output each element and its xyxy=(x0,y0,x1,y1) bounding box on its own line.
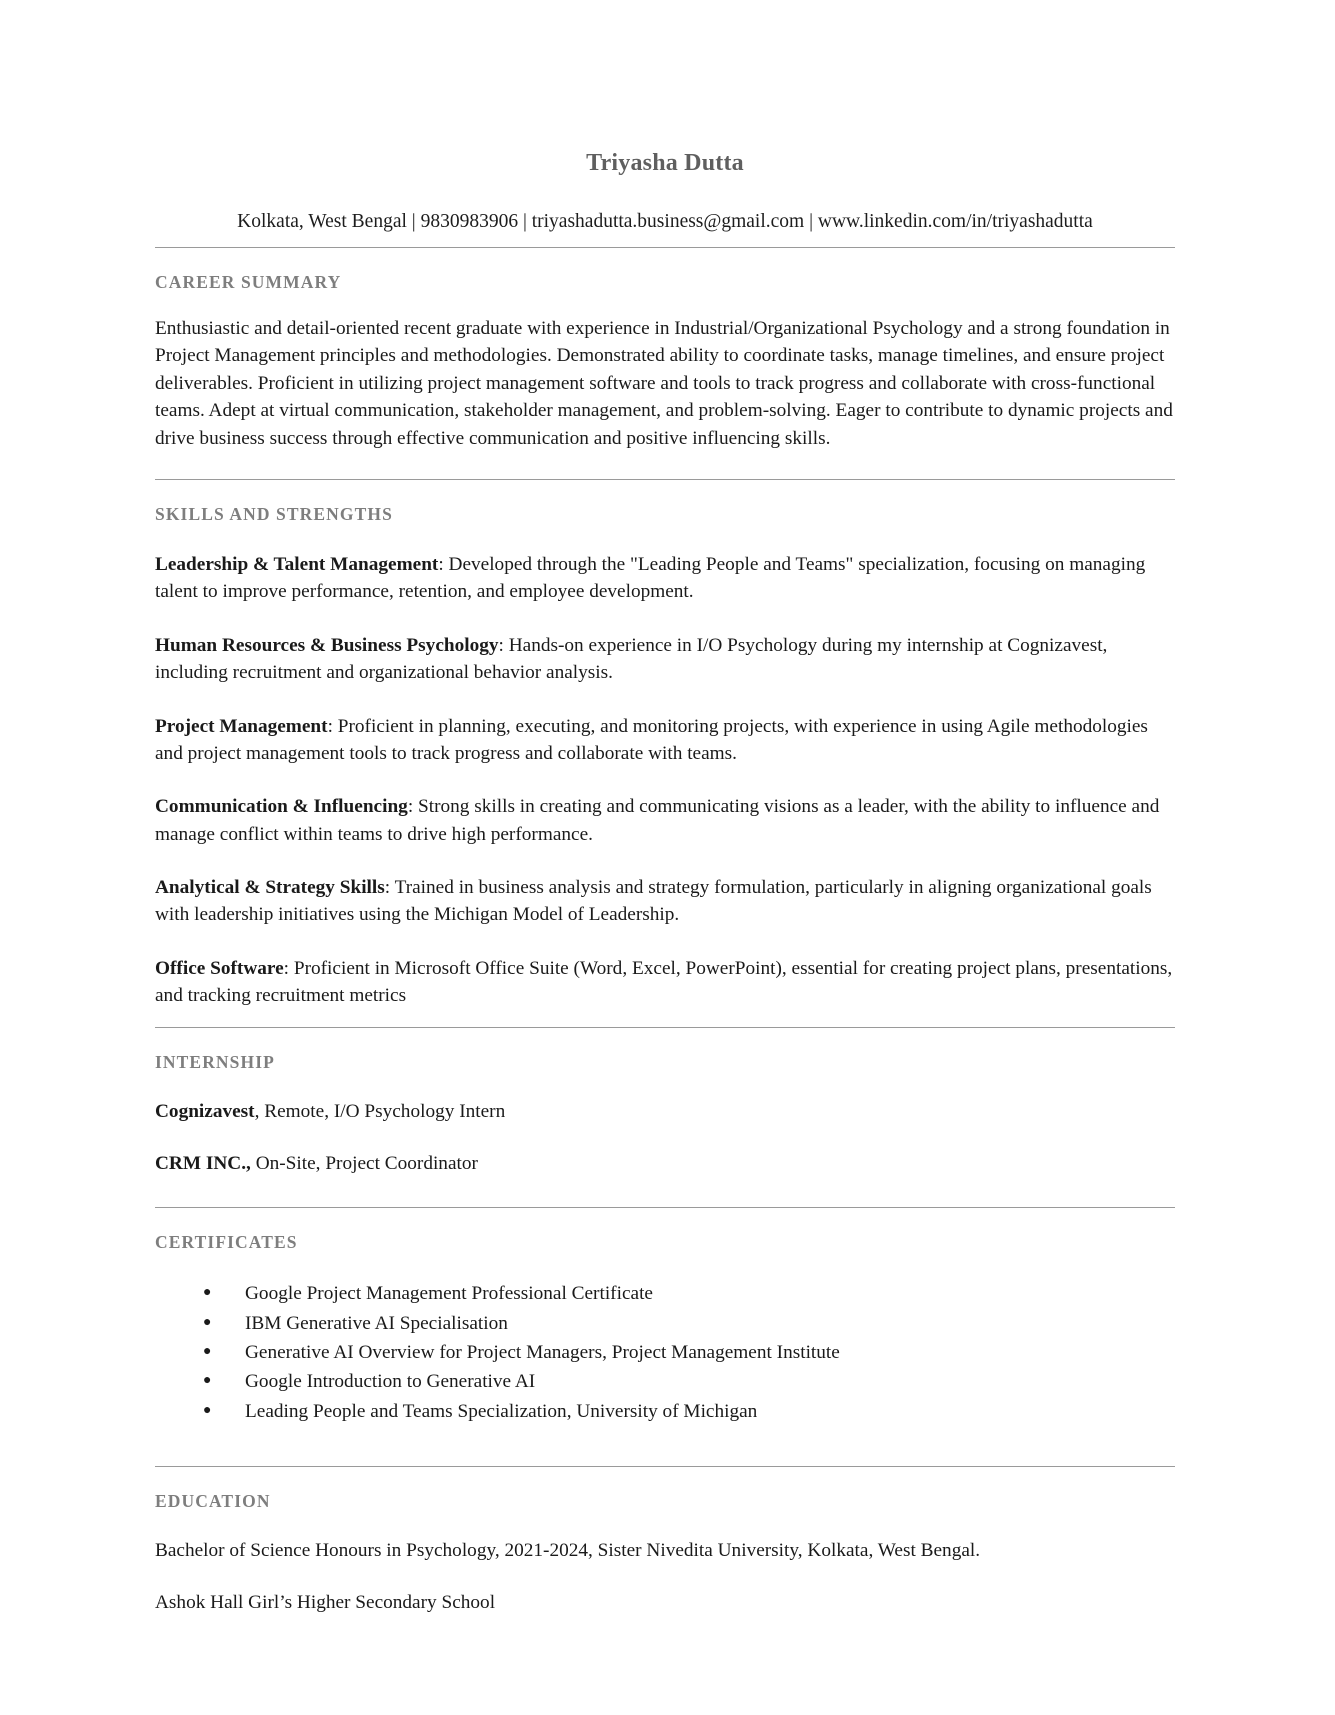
section-heading-internship: INTERNSHIP xyxy=(155,1051,275,1072)
skill-item xyxy=(155,551,1175,606)
list-item xyxy=(155,1150,1175,1177)
skill-item xyxy=(155,632,1175,687)
certificate-text: Generative AI Overview for Project Managers, Project Management Institute xyxy=(245,1342,840,1364)
skill-item xyxy=(155,713,1175,768)
contact-line: Kolkata, West Bengal | 9830983906 | triyashadutta.business@gmail.com | www.linkedin.com/in/triyashadutta xyxy=(237,211,1093,232)
skill-text: : Proficient in planning, executing, and monitoring projects, with experience in using Agile methodologies and project management tools to track progress and collaborate with teams. xyxy=(155,715,1148,764)
bullet-icon: ● xyxy=(203,1402,212,1418)
divider-skills xyxy=(155,479,1175,480)
list-item: Ashok Hall Girl’s Higher Secondary School xyxy=(155,1592,496,1614)
certificate-text: IBM Generative AI Specialisation xyxy=(245,1312,508,1334)
skill-text: : Proficient in Microsoft Office Suite (Word, Excel, PowerPoint), essential for creating project plans, presentations, and tracking recruitment metrics xyxy=(155,957,1173,1007)
skill-label: Communication & Influencing xyxy=(155,796,408,818)
career-summary-text: Enthusiastic and detail-oriented recent graduate with experience in Industrial/Organizational Psychology and a strong foundation in Project Management principles and methodologies. Demonstrated ability to coordinate tasks, manage timelines, and ensure project deliverables. Proficient in utilizing project management software and tools to track progress and collaborate with cross-functional teams. Adept at virtual communication, stakeholder management, and problem-solving. Eager to contribute to dynamic projects and drive business success through effective communication and positive influencing skills. xyxy=(155,318,1173,449)
internship-list xyxy=(155,1098,1175,1178)
divider-internship xyxy=(155,1027,1175,1028)
divider-certificates xyxy=(155,1207,1175,1208)
certificate-text: Leading People and Teams Specialization, University of Michigan xyxy=(245,1400,758,1422)
bullet-icon: ● xyxy=(203,1344,212,1360)
section-heading-career-summary: CAREER SUMMARY xyxy=(155,272,342,292)
internship-detail: , Remote, I/O Psychology Intern xyxy=(254,1100,506,1122)
skill-label: Analytical & Strategy Skills xyxy=(155,877,385,899)
bullet-icon: ● xyxy=(203,1373,212,1389)
list-item xyxy=(155,1098,1175,1125)
section-heading-certificates: CERTIFICATES xyxy=(155,1232,298,1253)
internship-detail: On-Site, Project Coordinator xyxy=(250,1153,478,1175)
education-list xyxy=(155,1537,1175,1617)
list-item: Bachelor of Science Honours in Psychology, 2021-2024, Sister Nivedita University, Kolkata, West Bengal. xyxy=(155,1540,981,1562)
list-item xyxy=(203,1367,1175,1396)
skill-item xyxy=(155,955,1175,1010)
skill-text: : Strong skills in creating and communicating visions as a leader, with the ability to influence and manage conflict within teams to drive high performance. xyxy=(155,796,1160,845)
skill-text: : Trained in business analysis and strategy formulation, particularly in aligning organizational goals with leadership initiatives using the Michigan Model of Leadership. xyxy=(155,877,1152,926)
certificates-list xyxy=(155,1279,1175,1426)
section-heading-education: EDUCATION xyxy=(155,1491,271,1512)
list-item xyxy=(203,1397,1175,1426)
skill-text: : Hands-on experience in I/O Psychology during my internship at Cognizavest, including recruitment and organizational behavior analysis. xyxy=(155,634,1108,684)
section-heading-skills: SKILLS AND STRENGTHS xyxy=(155,503,393,524)
skill-item xyxy=(155,874,1175,929)
certificate-text: Google Introduction to Generative AI xyxy=(245,1371,536,1393)
list-item xyxy=(203,1309,1175,1338)
skill-label: Leadership & Talent Management xyxy=(155,553,439,575)
bullet-icon: ● xyxy=(203,1285,212,1301)
list-item xyxy=(203,1279,1175,1308)
skill-text: : Developed through the "Leading People and Teams" specialization, focusing on managing talent to improve performance, retention, and employee development. xyxy=(155,553,1146,603)
internship-org: CRM INC., xyxy=(155,1153,251,1175)
divider-header xyxy=(155,247,1175,248)
skills-list xyxy=(155,551,1175,1010)
skill-label: Office Software xyxy=(155,957,284,979)
page-title: Triyasha Dutta xyxy=(586,150,744,176)
certificate-text: Google Project Management Professional Certificate xyxy=(245,1283,653,1305)
internship-org: Cognizavest xyxy=(155,1100,255,1122)
skill-label: Project Management xyxy=(155,715,328,737)
bullet-icon: ● xyxy=(203,1314,212,1330)
skill-label: Human Resources & Business Psychology xyxy=(155,634,499,656)
divider-education xyxy=(155,1466,1175,1467)
list-item xyxy=(203,1338,1175,1367)
skill-item xyxy=(155,793,1175,848)
